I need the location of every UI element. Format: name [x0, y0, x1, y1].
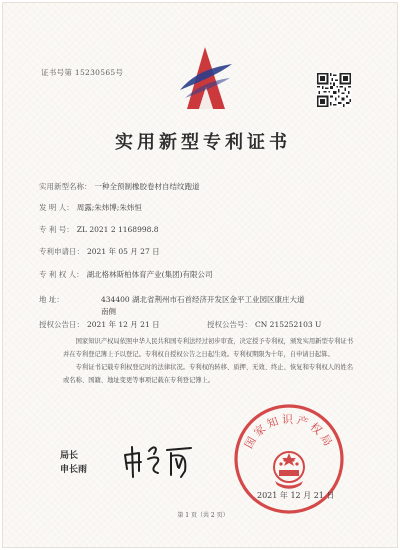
field-address: [39, 294, 64, 305]
field-label: 专 利 权 人：: [39, 270, 84, 279]
field-value: 2021 年 12 月 21 日: [87, 320, 160, 329]
field-label: 授权公告号：: [207, 320, 252, 329]
body-paragraph: 专利证书记载专利权登记时的法律状况。专利权的转移、质押、无效、终止、恢复和专利权人的姓名或名称、国籍、地址变更等事项记载在专利登记簿上。: [63, 364, 353, 384]
director-title: [60, 449, 87, 477]
body-paragraph: 国家知识产权局依照中华人民共和国专利法经过初步审查，决定授予专利权，颁发实用新型专利证书并在专利登记簿上予以登记。专利权自授权公告之日起生效。专利权期限为十年，自申请日起算。: [63, 338, 353, 358]
field-label: 地 址：: [39, 295, 64, 304]
field-patent-number: [39, 224, 159, 235]
page-number: 第 1 页（共 2 页）: [177, 512, 229, 519]
patent-certificate: [2, 2, 398, 548]
field-label: 专利申请日：: [39, 247, 84, 256]
director-name: 申长雨: [60, 465, 88, 475]
field-utility-model-name: [39, 181, 200, 192]
field-value: CN 215252103 U: [255, 320, 322, 329]
field-label: 实用新型名称：: [39, 182, 92, 191]
certificate-title: 实用新型专利证书: [115, 132, 291, 153]
field-address-value: 434400 湖北省荆州市石首经济开发区金平工业园区康庄大道南侧: [101, 295, 305, 316]
director-signature-icon: [121, 441, 196, 483]
certificate-number: [41, 67, 123, 78]
certificate-body-text: [63, 335, 353, 387]
field-value: 2021 年 05 月 27 日: [87, 247, 160, 256]
field-grant-date: [39, 319, 160, 330]
certificate-number-label: 证书号第: [41, 68, 73, 77]
field-label: 发 明 人：: [39, 203, 74, 212]
field-label: 专 利 号：: [39, 225, 74, 234]
field-inventors: [39, 202, 142, 213]
field-patentee: [39, 269, 213, 280]
field-grant-number: [207, 319, 321, 330]
field-value: ZL 2021 2 1168998.8: [76, 225, 159, 234]
field-application-date: [39, 246, 160, 257]
patent-office-emblem-icon: [175, 43, 237, 113]
field-value: 湖北格林斯柏体育产业(集团)有限公司: [86, 270, 213, 279]
svg-text:国家知识产权局: 国家知识产权局: [242, 413, 336, 451]
certificate-number-value: 15230565号: [74, 68, 124, 77]
qr-code-icon: [317, 73, 351, 107]
field-value: 一种全预制橡胶卷材自结纹跑道: [94, 182, 200, 191]
director-title-line: 局长: [60, 451, 79, 461]
field-label: 授权公告日：: [39, 320, 84, 329]
seal-date: 2021 年 12 月 21 日: [257, 491, 335, 500]
field-value: 周露;朱炜博;朱炜恒: [76, 203, 142, 212]
